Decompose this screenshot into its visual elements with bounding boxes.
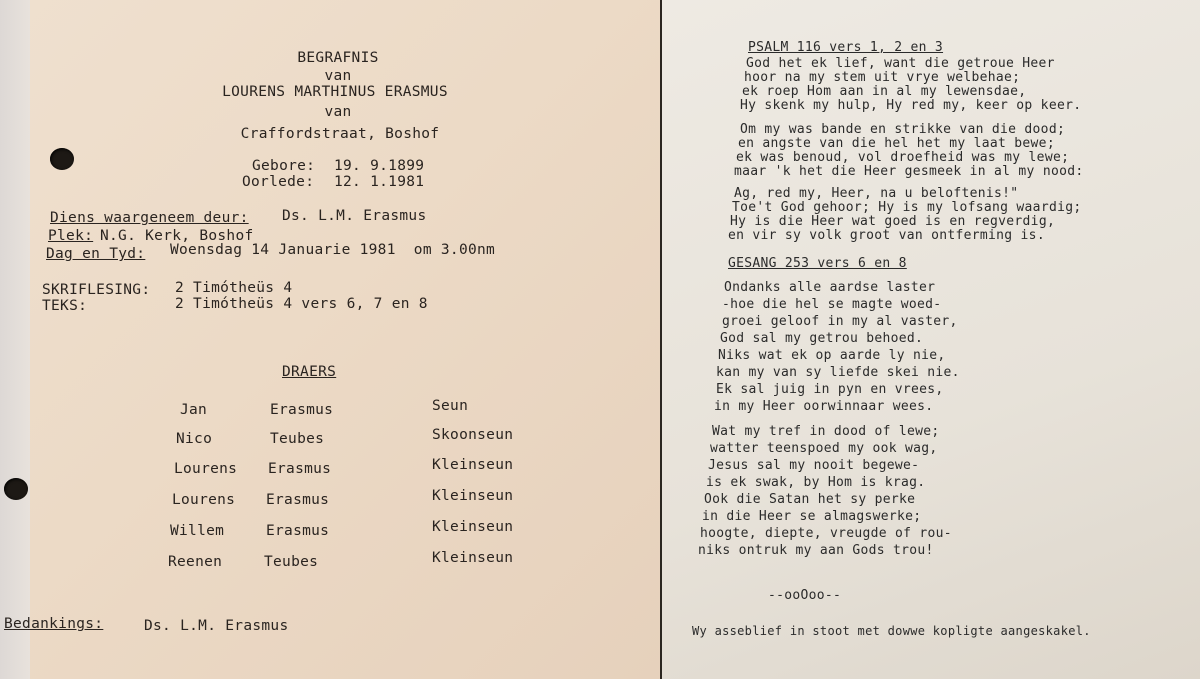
gesang-line: in die Heer se almagswerke; — [702, 509, 922, 524]
bearer-first: Willem — [170, 523, 225, 539]
gesang-line: Ook die Satan het sy perke — [704, 492, 916, 507]
van-line: van — [324, 68, 352, 84]
gesang-line: God sal my getrou behoed. — [720, 331, 924, 346]
daytime-value: Woensdag 14 Januarie 1981 om 3.00nm — [170, 242, 496, 258]
bearer-first: Jan — [180, 402, 208, 418]
reading-label: SKRIFLESING: — [42, 282, 151, 298]
gesang-line: in my Heer oorwinnaar wees. — [714, 399, 934, 414]
bearer-last: Erasmus — [266, 492, 330, 508]
gesang-line: niks ontruk my aan Gods trou! — [698, 543, 934, 558]
psalm-line: Om my was bande en strikke van die dood; — [740, 122, 1066, 137]
gesang-line: -hoe die hel se magte woed- — [722, 297, 942, 312]
gesang-line: watter teenspoed my ook wag, — [710, 441, 938, 456]
bearer-relation: Kleinseun — [432, 488, 514, 504]
psalm-line: en angste van die hel het my laat bewe; — [738, 136, 1055, 151]
bearer-relation: Seun — [432, 398, 469, 414]
service-label: Diens waargeneem deur: — [50, 210, 249, 226]
right-page — [662, 0, 1200, 679]
died-label: Oorlede: — [242, 174, 315, 190]
bearer-relation: Skoonseun — [432, 427, 514, 443]
van-line: van — [324, 104, 352, 120]
psalm-line: ek was benoud, vol droefheid was my lewe; — [736, 150, 1070, 165]
place-value: N.G. Kerk, Boshof — [100, 228, 254, 244]
daytime-label: Dag en Tyd: — [46, 246, 146, 262]
gesang-line: hoogte, diepte, vreugde of rou- — [700, 526, 952, 541]
deceased-name: LOURENS MARTHINUS ERASMUS — [222, 84, 448, 100]
page-edge-shadow — [0, 0, 30, 679]
thanks-value: Ds. L.M. Erasmus — [144, 618, 289, 634]
died-date: 12. 1.1981 — [334, 174, 425, 190]
psalm-line: ek roep Hom aan in al my lewensdae, — [742, 84, 1027, 99]
punch-hole — [50, 148, 74, 170]
bearer-last: Erasmus — [266, 523, 330, 539]
psalm-title: PSALM 116 vers 1, 2 en 3 — [748, 40, 944, 55]
gesang-line: Ek sal juig in pyn en vrees, — [716, 382, 944, 397]
reading-value: 2 Timótheüs 4 — [175, 280, 293, 296]
service-value: Ds. L.M. Erasmus — [282, 208, 427, 224]
bearer-last: Erasmus — [268, 461, 332, 477]
gesang-line: is ek swak, by Hom is krag. — [706, 475, 926, 490]
psalm-line: God het ek lief, want die getroue Heer — [746, 56, 1055, 71]
text-value: 2 Timótheüs 4 vers 6, 7 en 8 — [175, 296, 428, 312]
gesang-line: Niks wat ek op aarde ly nie, — [718, 348, 946, 363]
born-date: 19. 9.1899 — [334, 158, 425, 174]
gesang-line: kan my van sy liefde skei nie. — [716, 365, 960, 380]
bearer-relation: Kleinseun — [432, 519, 514, 535]
gesang-line: Ondanks alle aardse laster — [724, 280, 936, 295]
divider: --ooOoo-- — [768, 588, 842, 603]
born-label: Gebore: — [252, 158, 316, 174]
bearer-first: Nico — [176, 431, 213, 447]
bearers-title: DRAERS — [282, 364, 337, 380]
footer-note: Wy asseblief in stoot met dowwe kopligte aangeskakel. — [692, 624, 1091, 638]
bearer-first: Lourens — [172, 492, 236, 508]
punch-hole — [4, 478, 28, 500]
address: Craffordstraat, Boshof — [240, 126, 440, 142]
bearer-first: Lourens — [174, 461, 238, 477]
gesang-line: Wat my tref in dood of lewe; — [712, 424, 940, 439]
bearer-relation: Kleinseun — [432, 550, 514, 566]
place-label: Plek: — [48, 228, 94, 244]
bearer-last: Teubes — [264, 554, 319, 570]
psalm-line: maar 'k het die Heer gesmeek in al my nood: — [734, 164, 1084, 179]
thanks-label: Bedankings: — [4, 616, 104, 632]
bearer-relation: Kleinseun — [432, 457, 514, 473]
psalm-line: hoor na my stem uit vrye welbehae; — [744, 70, 1021, 85]
psalm-line: Hy is die Heer wat goed is en regverdig, — [730, 214, 1056, 229]
gesang-line: groei geloof in my al vaster, — [722, 314, 958, 329]
bearer-first: Reenen — [168, 554, 223, 570]
psalm-line: Ag, red my, Heer, na u beloftenis!" — [734, 186, 1019, 201]
bearer-last: Erasmus — [270, 402, 334, 418]
heading: BEGRAFNIS — [297, 50, 379, 66]
gesang-line: Jesus sal my nooit begewe- — [708, 458, 920, 473]
psalm-line: en vir sy volk groot van ontferming is. — [728, 228, 1045, 243]
psalm-line: Hy skenk my hulp, Hy red my, keer op keer. — [740, 98, 1082, 113]
text-label: TEKS: — [42, 298, 88, 314]
bearer-last: Teubes — [270, 431, 325, 447]
psalm-line: Toe't God gehoor; Hy is my lofsang waardig; — [732, 200, 1082, 215]
gesang-title: GESANG 253 vers 6 en 8 — [728, 256, 907, 271]
